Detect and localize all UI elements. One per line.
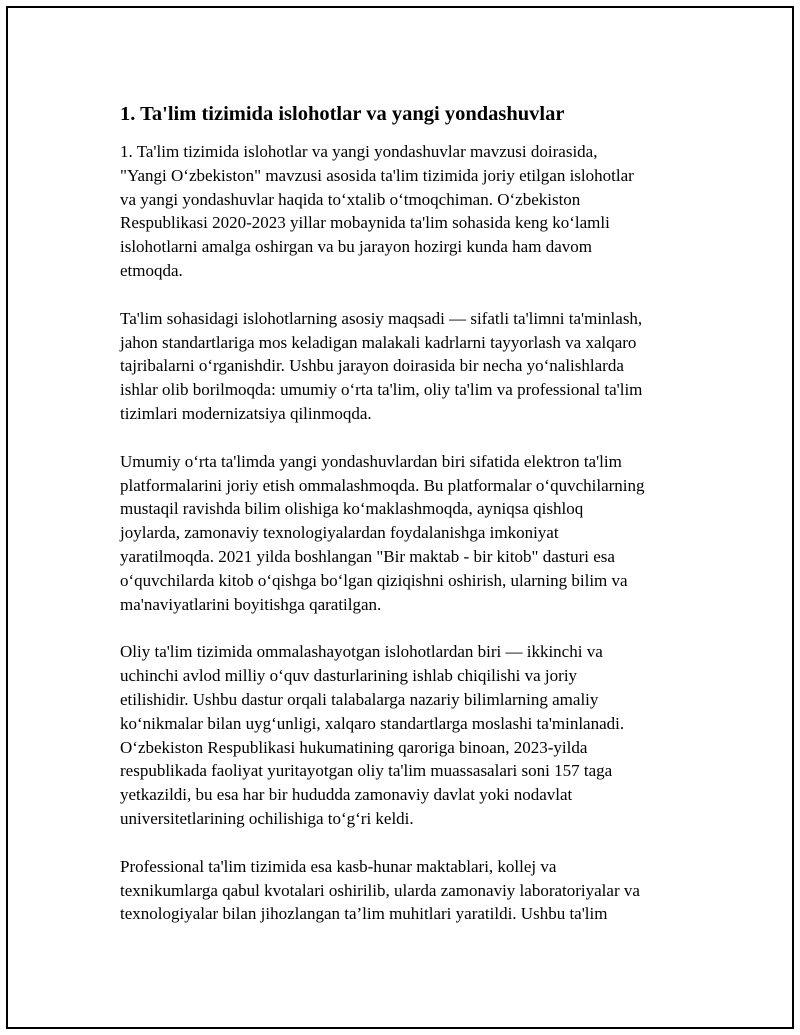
text-line: tizimlari modernizatsiya qilinmoqda. bbox=[120, 403, 372, 423]
text-line: Respublikasi 2020-2023 yillar mobaynida ta'lim sohasida keng ko‘lamli bbox=[120, 213, 610, 233]
text-line: mustaqil ravishda bilim olishiga ko‘maklashmoqda, ayniqsa qishloq bbox=[120, 499, 584, 519]
text-line: tajribalarni o‘rganishdir. Ushbu jarayon doirasida bir necha yo‘nalishlarda bbox=[120, 356, 624, 376]
text-line: Professional ta'lim tizimida esa kasb-hunar maktablari, kollej va bbox=[120, 856, 557, 876]
text-line: etmoqda. bbox=[120, 260, 183, 280]
text-line: ko‘nikmalar bilan uyg‘unligi, xalqaro standartlarga moslashi ta'minlanadi. bbox=[120, 713, 625, 733]
text-line: universitetlarining ochilishiga to‘g‘ri keldi. bbox=[120, 808, 414, 828]
text-line: respublikada faoliyat yuritayotgan oliy ta'lim muassasalari soni 157 taga bbox=[120, 761, 613, 781]
text-line: ma'naviyatlarini boyitishga qaratilgan. bbox=[120, 594, 382, 614]
document-title: 1. Ta'lim tizimida islohotlar va yangi yondashuvlar bbox=[120, 103, 565, 125]
text-line: yetkazildi, bu esa har bir hududda zamonaviy davlat yoki nodavlat bbox=[120, 785, 573, 805]
text-line: yaratilmoqda. 2021 yilda boshlangan "Bir maktab - bir kitob" dasturi esa bbox=[120, 546, 615, 566]
text-line: "Yangi O‘zbekiston" mavzusi asosida ta'lim tizimida joriy etilgan islohotlar bbox=[120, 165, 634, 185]
text-line: 1. Ta'lim tizimida islohotlar va yangi yondashuvlar mavzusi doirasida, bbox=[120, 142, 598, 161]
text-line: platformalarini joriy etish ommalashmoqda. Bu platformalar o‘quvchilarning bbox=[120, 475, 645, 495]
text-line: Oliy ta'lim tizimida ommalashayotgan islohotlardan biri — ikkinchi va bbox=[120, 642, 603, 662]
text-line: uchinchi avlod milliy o‘quv dasturlarining ishlab chiqilishi va joriy bbox=[120, 666, 578, 686]
text-line: o‘quvchilarda kitob o‘qishga bo‘lgan qiziqishni oshirish, ularning bilim va bbox=[120, 570, 628, 590]
text-line: jahon standartlariga mos keladigan malakali kadrlarni tayyorlash va xalqaro bbox=[120, 332, 637, 352]
text-line: texnologiyalar bilan jihozlangan ta’lim muhitlari yaratildi. Ushbu ta'lim bbox=[120, 904, 608, 924]
text-line: islohotlarni amalga oshirgan va bu jarayon hozirgi kunda ham davom bbox=[120, 237, 592, 257]
text-line: Ta'lim sohasidagi islohotlarning asosiy maqsadi — sifatli ta'limni ta'minlash, bbox=[120, 308, 643, 328]
paragraph-2 bbox=[120, 307, 700, 426]
page-frame bbox=[6, 6, 794, 1029]
paragraph-4 bbox=[120, 640, 700, 830]
text-line: texnikumlarga qabul kvotalari oshirilib, ularda zamonaviy laboratoriyalar va bbox=[120, 880, 640, 900]
document-body bbox=[120, 100, 700, 950]
text-line: va yangi yondashuvlar haqida to‘xtalib o‘tmoqchiman. O‘zbekiston bbox=[120, 189, 581, 209]
paragraph-1 bbox=[120, 140, 700, 283]
text-line: O‘zbekiston Respublikasi hukumatining qaroriga binoan, 2023-yilda bbox=[120, 737, 588, 757]
text-line: Umumiy o‘rta ta'limda yangi yondashuvlardan biri sifatida elektron ta'lim bbox=[120, 451, 622, 471]
paragraph-3 bbox=[120, 450, 700, 617]
text-line: ishlar olib borilmoqda: umumiy o‘rta ta'lim, oliy ta'lim va professional ta'lim bbox=[120, 380, 643, 400]
text-line: joylarda, zamonaviy texnologiyalardan foydalanishga imkoniyat bbox=[120, 523, 559, 543]
paragraph-5 bbox=[120, 855, 700, 926]
text-line: etilishidir. Ushbu dastur orqali talabalarga nazariy bilimlarning amaliy bbox=[120, 689, 599, 709]
